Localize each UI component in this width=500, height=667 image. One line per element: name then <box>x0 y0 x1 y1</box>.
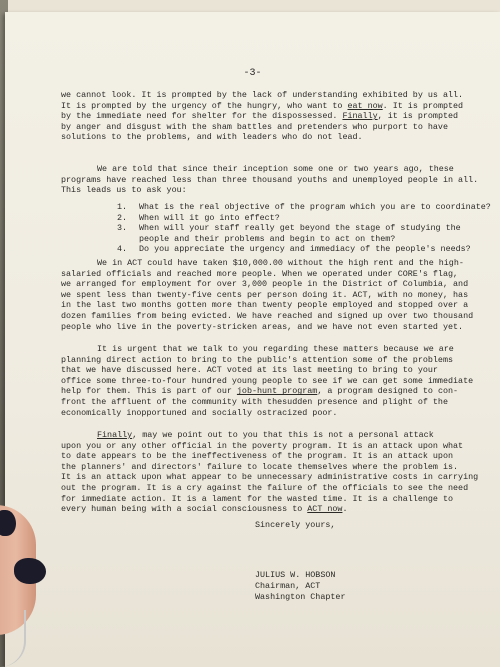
signature-block <box>255 570 345 603</box>
text-line: we arranged for employment for over 3,000 people in the District of Columbia, and <box>61 279 469 290</box>
fingernail <box>14 558 46 584</box>
signer-chapter: Washington Chapter <box>255 592 346 602</box>
question-text-continued: people and their problems and begin to act on them? <box>139 233 396 244</box>
list-item <box>117 223 477 234</box>
text-line: help for them. This is part of our job-hunt program, a program designed to con- <box>61 386 459 397</box>
signer-name: JULIUS W. HOBSON <box>255 570 336 580</box>
text-line: the planners' and directors' failure to locate themselves where the problem is. <box>61 461 459 472</box>
text-line: This leads us to ask you: <box>61 185 187 196</box>
paragraph-1 <box>61 90 481 143</box>
text-line: solutions to the problems, and with leaders who do not lead. <box>61 132 363 143</box>
letter-page <box>5 12 500 667</box>
text-line: every human being with a social consciousness to ACT now. <box>61 504 348 515</box>
page-number: -3- <box>243 68 262 79</box>
question-text: Do you appreciate the urgency and immediacy of the people's needs? <box>139 244 471 255</box>
text-line: It is urgent that we talk to you regarding these matters because we are <box>97 344 454 354</box>
text-line: we cannot look. It is prompted by the lack of understanding exhibited by us all. <box>61 90 464 100</box>
closing: Sincerely yours, <box>255 520 336 530</box>
underlined-text: Finally <box>342 111 378 122</box>
text-line: out the program. It is a cry against the failure of the officials to see the need <box>61 482 469 493</box>
question-text: When will your staff really get beyond the stage of studying the <box>139 223 461 234</box>
question-text: When will it go into effect? <box>139 212 280 223</box>
text-line: to date appears to be the ineffectiveness of the program. It is an attack upon <box>61 451 454 462</box>
signer-title: Chairman, ACT <box>255 581 321 591</box>
text-line: by anger and disgust with the sham battles and pretenders who purport to have <box>61 121 448 132</box>
text-line: that we have discussed here. ACT voted at its last meeting to bring to your <box>61 365 438 376</box>
text-line: for immediate action. It is a lament for the wasted time. It is a challenge to <box>61 493 454 504</box>
text-line: programs have reached less than three thousand youths and unemployed people in all. <box>61 174 479 185</box>
text-line: It is prompted by the urgency of the hungry, who want to eat now. It is prompted <box>61 100 464 111</box>
text-line: office some three-to-four hundred young people to see if we can get some immediate <box>61 375 474 386</box>
question-list <box>117 202 491 255</box>
underlined-text: ACT now <box>307 504 343 515</box>
list-item <box>117 213 477 224</box>
text-line: economically inopportuned and socially ostracized poor. <box>61 407 338 418</box>
underlined-text: eat now <box>347 100 383 111</box>
text-line: planning direct action to bring to the public's attention some of the problems <box>61 354 454 365</box>
text-line: We in ACT could have taken $10,000.00 without the high rent and the high- <box>97 258 464 268</box>
paragraph-5 <box>61 430 481 515</box>
list-item <box>117 244 477 255</box>
text-line: We are told that since their inception some one or two years ago, these <box>97 164 454 174</box>
paragraph-2 <box>61 164 481 196</box>
text-line: dozen families from being evicted. We have reached and signed up over two thousand <box>61 310 474 321</box>
question-number: 1. <box>117 202 128 212</box>
paragraph-3 <box>61 258 481 332</box>
text-line: by the immediate need for shelter for the dispossessed. Finally, it is prompted <box>61 111 459 122</box>
paragraph-4 <box>61 344 481 418</box>
question-number: 2. <box>117 212 128 223</box>
list-item <box>117 202 491 213</box>
text-line: people who live in the poverty-stricken areas, and we have not even started yet. <box>61 321 464 332</box>
text-line: Finally, may we point out to you that this is not a personal attack <box>97 430 434 440</box>
question-number: 3. <box>117 223 128 234</box>
text-line: It is an attack upon what appear to be unnecessary administrative costs in carrying <box>61 472 479 483</box>
question-number: 4. <box>117 244 128 255</box>
question-text: What is the real objective of the program which you are to coordinate? <box>139 202 491 212</box>
underlined-text: job-hunt program <box>236 386 318 397</box>
text-line: front the affluent of the community with thesudden presence and plight of the <box>61 396 448 407</box>
text-line: salaried officials and reached more people. When we operated under CORE's flag, <box>61 268 459 279</box>
text-line: we spent less than twenty-five cents per person doing it. ACT, with no money, has <box>61 289 469 300</box>
text-line: upon you or any other official in the poverty program. It is an attack upon what <box>61 440 464 451</box>
underlined-text: Finally <box>97 430 133 440</box>
text-line: in the last two months gotten more than twenty people employed and stopped over a <box>61 300 469 311</box>
